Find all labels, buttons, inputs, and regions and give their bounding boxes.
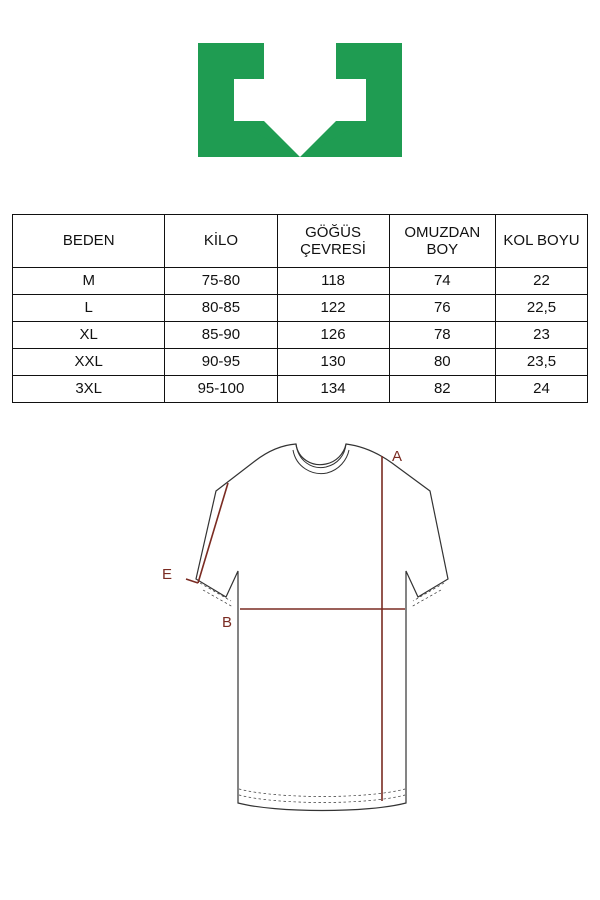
- column-header-beden-line1: BEDEN: [62, 232, 115, 250]
- cell-gogus: 130: [277, 349, 389, 376]
- measure-label-a: A: [392, 448, 403, 465]
- column-header-kol-boyu-line1: KOL BOYU: [503, 232, 580, 250]
- cell-kol-boyu: 23,5: [496, 349, 588, 376]
- table-header-row: [13, 215, 588, 268]
- cell-kol-boyu: 24: [496, 376, 588, 403]
- cell-gogus: 134: [277, 376, 389, 403]
- measure-label-b: B: [222, 614, 233, 631]
- cell-kilo: 85-90: [165, 322, 277, 349]
- column-header-omuzdan-line1: OMUZDAN: [404, 223, 481, 241]
- tshirt-outline: [196, 444, 448, 811]
- column-header-kilo: [165, 215, 277, 268]
- cell-kilo: 80-85: [165, 295, 277, 322]
- size-table-body: [13, 268, 588, 403]
- size-table-header: [13, 215, 588, 268]
- size-table-container: [12, 214, 588, 403]
- tshirt-diagram-container: [0, 403, 600, 900]
- cell-omuzdan-boy: 82: [389, 376, 495, 403]
- column-header-kilo-line1: KİLO: [203, 232, 239, 250]
- cell-beden: 3XL: [13, 376, 165, 403]
- column-header-gogus-line1: GÖĞÜS: [305, 223, 361, 241]
- table-row: [13, 295, 588, 322]
- cell-kilo: 95-100: [165, 376, 277, 403]
- column-header-gogus-cevresi: [277, 215, 389, 268]
- cell-beden: M: [13, 268, 165, 295]
- cell-beden: L: [13, 295, 165, 322]
- cell-kilo: 75-80: [165, 268, 277, 295]
- tshirt-measurement-diagram: [100, 431, 500, 851]
- size-table: [12, 214, 588, 403]
- cell-gogus: 122: [277, 295, 389, 322]
- cell-omuzdan-boy: 80: [389, 349, 495, 376]
- cell-gogus: 126: [277, 322, 389, 349]
- cell-beden: XL: [13, 322, 165, 349]
- table-row: [13, 376, 588, 403]
- cell-omuzdan-boy: 74: [389, 268, 495, 295]
- column-header-beden: [13, 215, 165, 268]
- brand-logo: [0, 0, 600, 200]
- table-row: [13, 268, 588, 295]
- column-header-omuzdan-boy: [389, 215, 495, 268]
- column-header-omuzdan-line2: BOY: [426, 241, 459, 258]
- cell-omuzdan-boy: 76: [389, 295, 495, 322]
- logo-icon: [190, 35, 410, 165]
- measure-label-e: E: [162, 566, 173, 583]
- cell-kol-boyu: 23: [496, 322, 588, 349]
- cell-omuzdan-boy: 78: [389, 322, 495, 349]
- column-header-kol-boyu: [496, 215, 588, 268]
- table-row: [13, 322, 588, 349]
- cell-kol-boyu: 22: [496, 268, 588, 295]
- table-row: [13, 349, 588, 376]
- cell-gogus: 118: [277, 268, 389, 295]
- column-header-gogus-line2: ÇEVRESİ: [300, 241, 366, 258]
- cell-kilo: 90-95: [165, 349, 277, 376]
- cell-kol-boyu: 22,5: [496, 295, 588, 322]
- cell-beden: XXL: [13, 349, 165, 376]
